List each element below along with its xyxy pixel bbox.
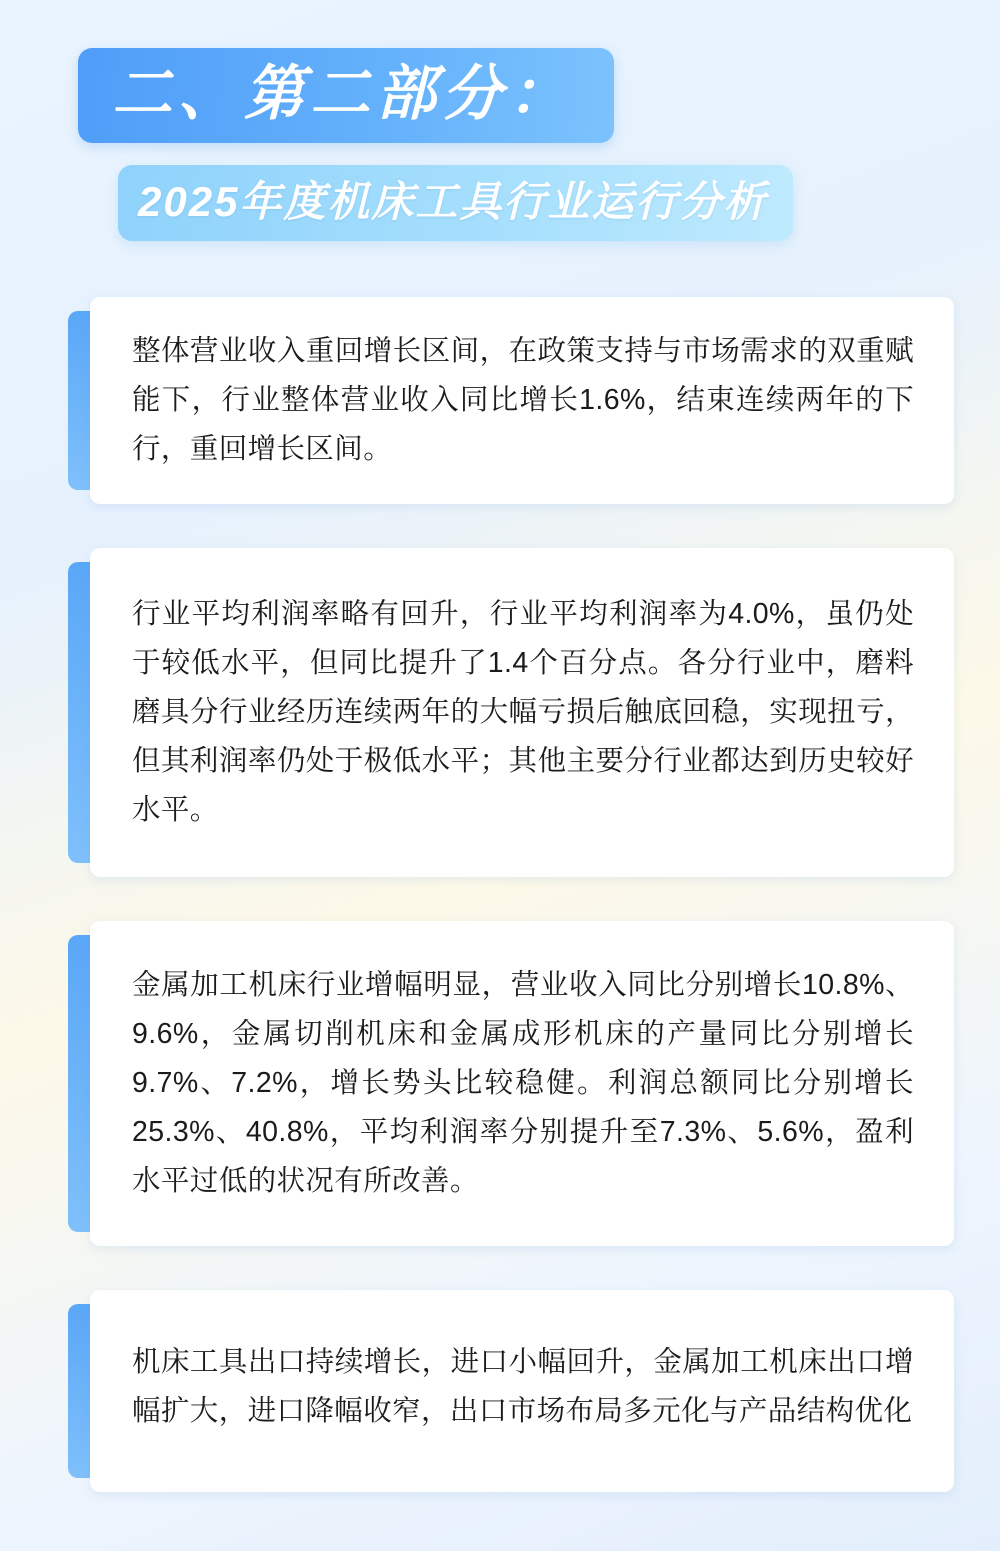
section-title: 二、第二部分： bbox=[78, 48, 614, 143]
content-card bbox=[90, 1290, 954, 1492]
section-subtitle: 2025年度机床工具行业运行分析 bbox=[118, 165, 793, 241]
heading-block bbox=[0, 0, 1000, 241]
content-card bbox=[90, 548, 954, 877]
content-card bbox=[90, 297, 954, 504]
content-card bbox=[90, 921, 954, 1246]
card-paragraph: 机床工具出口持续增长，进口小幅回升，金属加工机床出口增幅扩大，进口降幅收窄，出口市场布局多元化与产品结构优化 bbox=[132, 1346, 914, 1428]
card-paragraph: 整体营业收入重回增长区间，在政策支持与市场需求的双重赋能下，行业整体营业收入同比增长1.6%，结束连续两年的下行，重回增长区间。 bbox=[132, 335, 914, 466]
card-paragraph: 金属加工机床行业增幅明显，营业收入同比分别增长10.8%、9.6%，金属切削机床和金属成形机床的产量同比分别增长9.7%、7.2%，增长势头比较稳健。利润总额同比分别增长25.3%、40.8%，平均利润率分别提升至7.3%、5.6%，盈利水平过低的状况有所改善。 bbox=[132, 969, 914, 1198]
content-card-list bbox=[0, 297, 1000, 1492]
card-paragraph: 行业平均利润率略有回升，行业平均利润率为4.0%，虽仍处于较低水平，但同比提升了1.4个百分点。各分行业中，磨料磨具分行业经历连续两年的大幅亏损后触底回稳，实现扭亏，但其利润率仍处于极低水平；其他主要分行业都达到历史较好水平。 bbox=[132, 598, 914, 827]
